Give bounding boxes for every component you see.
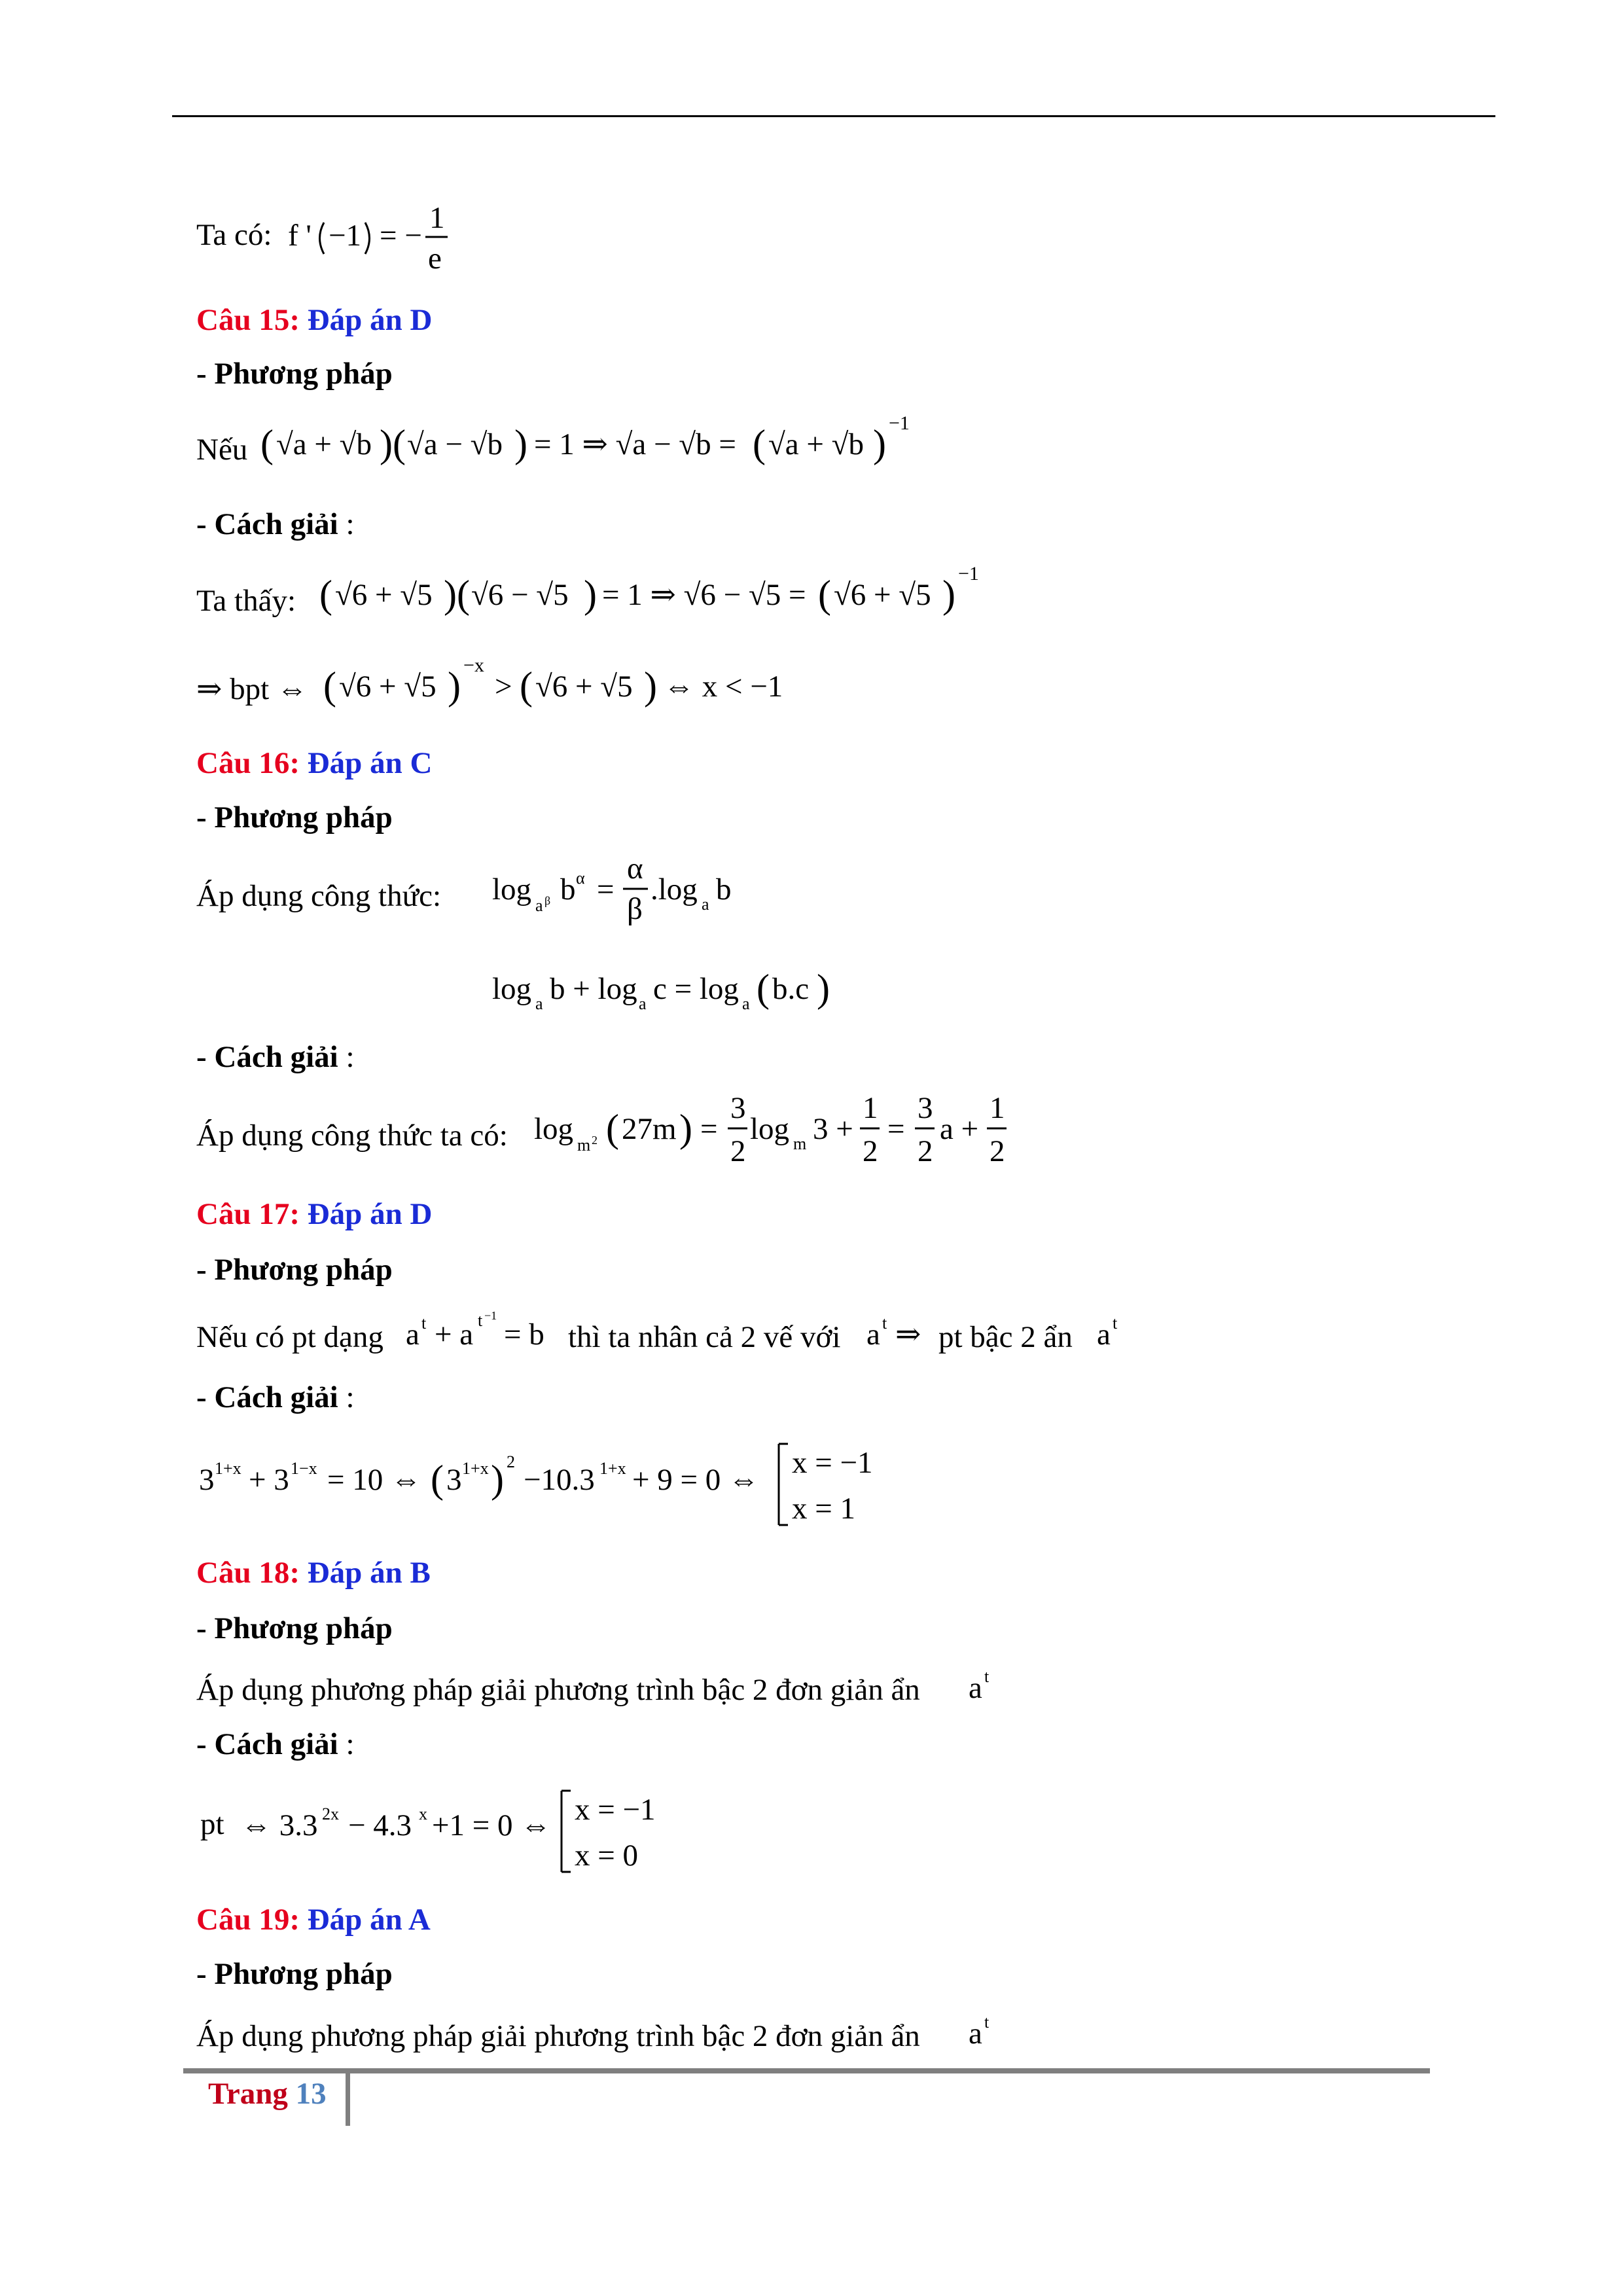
- cau15-heading: Câu 15: Đáp án D: [196, 303, 433, 337]
- svg-text:3: 3: [730, 1091, 746, 1125]
- svg-text:): ): [514, 422, 527, 465]
- svg-text:a: a: [866, 1318, 880, 1352]
- svg-text:(: (: [260, 422, 274, 465]
- cau15-solution-label: - Cách giải :: [196, 507, 355, 541]
- formula-fprime: [281, 196, 465, 281]
- svg-text:): ): [644, 664, 657, 708]
- page-number: 13: [295, 2077, 327, 2111]
- svg-text:3: 3: [199, 1463, 215, 1497]
- svg-text:√6 + √5: √6 + √5: [335, 578, 433, 612]
- formula-method-17: [406, 1302, 563, 1355]
- svg-text:1: 1: [990, 1091, 1005, 1125]
- svg-text:⇔ 3.3: ⇔ 3.3: [241, 1808, 318, 1842]
- svg-text:log: log: [492, 872, 532, 906]
- svg-text:(: (: [753, 422, 766, 465]
- svg-text:): ): [679, 1107, 692, 1150]
- svg-text:−1: −1: [484, 1309, 497, 1322]
- svg-text:log: log: [492, 972, 532, 1006]
- svg-text:(: (: [606, 1107, 619, 1150]
- formula-at-4: [969, 2001, 1001, 2054]
- svg-text:2: 2: [507, 1452, 515, 1471]
- formula-log-2: [492, 962, 846, 1021]
- svg-text:β: β: [544, 894, 551, 907]
- svg-text:)(: )(: [444, 573, 470, 616]
- formula-result-15: [323, 648, 821, 720]
- svg-text:=: =: [700, 1112, 718, 1146]
- svg-text:−1: −1: [889, 412, 910, 434]
- cau15-method-label: - Phương pháp: [196, 357, 393, 391]
- cau16-solution-text: Áp dụng công thức ta có:: [196, 1119, 508, 1153]
- svg-text:⇒: ⇒: [895, 1318, 921, 1352]
- footer-divider: [346, 2068, 350, 2126]
- svg-text:√6 − √5: √6 − √5: [471, 578, 569, 612]
- cau19-heading: Câu 19: Đáp án A: [196, 1903, 431, 1937]
- svg-text:= 1 ⇒ √a − √b =: = 1 ⇒ √a − √b =: [534, 427, 736, 461]
- svg-text:t: t: [984, 2013, 990, 2032]
- svg-text:(: (: [757, 967, 770, 1010]
- cau16-method-label: - Phương pháp: [196, 800, 393, 834]
- svg-text:2: 2: [990, 1134, 1005, 1168]
- svg-text:b: b: [560, 872, 576, 906]
- svg-text:√6 + √5: √6 + √5: [535, 670, 633, 704]
- cau17-method-text-2: thì ta nhân cả 2 vế với: [568, 1320, 841, 1354]
- svg-text:a: a: [1097, 1318, 1111, 1352]
- svg-text:f ': f ': [288, 219, 312, 253]
- svg-text:3: 3: [918, 1091, 933, 1125]
- svg-text:√a − √b: √a − √b: [407, 427, 503, 461]
- formula-solution-16: [534, 1088, 1038, 1179]
- svg-text:m: m: [793, 1134, 807, 1153]
- svg-text:=: =: [887, 1112, 905, 1146]
- svg-text:a: a: [742, 994, 750, 1013]
- svg-text:=: =: [597, 872, 615, 906]
- svg-text:1+x: 1+x: [599, 1459, 626, 1478]
- svg-text:x = −1: x = −1: [575, 1793, 656, 1827]
- svg-text:3 +: 3 +: [813, 1112, 853, 1146]
- svg-text:t: t: [984, 1667, 990, 1686]
- svg-text:(: (: [520, 664, 533, 708]
- svg-text:−10.3: −10.3: [524, 1463, 595, 1497]
- svg-text:)(: )(: [380, 422, 406, 465]
- svg-text:β: β: [627, 892, 643, 926]
- svg-text:+ 3: + 3: [249, 1463, 289, 1497]
- svg-text:√6 + √5: √6 + √5: [834, 578, 931, 612]
- intro-text: Ta có:: [196, 218, 272, 252]
- svg-text:√6 + √5: √6 + √5: [339, 670, 437, 704]
- svg-text:t: t: [478, 1311, 483, 1330]
- svg-text:t: t: [882, 1314, 887, 1333]
- svg-text:(: (: [319, 573, 332, 616]
- svg-text:⇔ x < −1: ⇔ x < −1: [664, 670, 783, 704]
- svg-text:a: a: [969, 2017, 982, 2051]
- svg-text:m: m: [577, 1136, 591, 1155]
- page-footer: [208, 2076, 327, 2111]
- svg-text:= b: = b: [504, 1318, 544, 1352]
- svg-text:2: 2: [730, 1134, 746, 1168]
- svg-text:a: a: [639, 994, 647, 1013]
- formula-method-15: [260, 406, 948, 478]
- svg-text:+1 = 0 ⇔: +1 = 0 ⇔: [432, 1808, 552, 1842]
- cau18-heading: Câu 18: Đáp án B: [196, 1556, 431, 1590]
- svg-text:b: b: [716, 872, 732, 906]
- svg-text:27m: 27m: [622, 1112, 677, 1146]
- svg-text:b + log: b + log: [550, 972, 637, 1006]
- svg-text:− 4.3: − 4.3: [348, 1808, 412, 1842]
- svg-text:2x: 2x: [322, 1804, 339, 1823]
- formula-solution-18: [241, 1780, 686, 1878]
- svg-text:): ): [448, 664, 461, 708]
- svg-text:a: a: [406, 1318, 419, 1352]
- cau17-method-label: - Phương pháp: [196, 1253, 393, 1287]
- svg-text:(: (: [323, 664, 336, 708]
- svg-text:+ a: + a: [435, 1318, 474, 1352]
- cau15-solution-text: Ta thấy:: [196, 584, 296, 618]
- svg-text:a: a: [535, 994, 543, 1013]
- svg-text:x: x: [419, 1804, 427, 1823]
- svg-text:1+x: 1+x: [462, 1459, 489, 1478]
- svg-text:2: 2: [918, 1134, 933, 1168]
- svg-text:(: (: [431, 1458, 444, 1501]
- svg-text:c = log: c = log: [653, 972, 739, 1006]
- formula-at-2: [1097, 1302, 1130, 1355]
- svg-text:1: 1: [429, 201, 445, 235]
- svg-text:log: log: [750, 1112, 790, 1146]
- svg-text:1: 1: [863, 1091, 878, 1125]
- cau18-method-label: - Phương pháp: [196, 1611, 393, 1645]
- svg-text:−1: −1: [958, 563, 979, 584]
- cau16-heading: Câu 16: Đáp án C: [196, 746, 433, 780]
- svg-text:α: α: [627, 852, 643, 886]
- svg-text:x = 0: x = 0: [575, 1839, 639, 1873]
- svg-text:2: 2: [592, 1134, 597, 1147]
- svg-text:−x: −x: [463, 655, 484, 676]
- svg-text:a: a: [969, 1671, 982, 1705]
- svg-text:): ): [942, 573, 955, 616]
- formula-at-3: [969, 1656, 1001, 1708]
- formula-at-1: [866, 1302, 938, 1355]
- svg-text:−1: −1: [329, 219, 362, 253]
- cau18-method-text: Áp dụng phương pháp giải phương trình bậc 2 đơn giản ẩn: [196, 1673, 920, 1707]
- svg-text:): ): [491, 1458, 504, 1501]
- svg-text:2: 2: [863, 1134, 878, 1168]
- svg-text:.log: .log: [651, 872, 698, 906]
- svg-text:x = −1: x = −1: [792, 1446, 873, 1480]
- svg-text:1+x: 1+x: [215, 1459, 241, 1478]
- svg-text:t: t: [1113, 1314, 1118, 1333]
- svg-text:t: t: [421, 1314, 427, 1333]
- svg-text:+ 9 = 0 ⇔: + 9 = 0 ⇔: [632, 1463, 760, 1497]
- svg-text:x = 1: x = 1: [792, 1492, 856, 1526]
- header-rule: [172, 115, 1495, 117]
- cau16-solution-label: - Cách giải :: [196, 1040, 355, 1074]
- footer-rule: [183, 2068, 1430, 2073]
- svg-text:): ): [873, 422, 886, 465]
- svg-text:= 10 ⇔: = 10 ⇔: [327, 1463, 422, 1497]
- svg-text:(: (: [818, 573, 831, 616]
- svg-text:1−x: 1−x: [291, 1459, 317, 1478]
- svg-text:a: a: [535, 896, 543, 915]
- svg-text:): ): [817, 967, 830, 1010]
- svg-text:α: α: [576, 869, 585, 888]
- svg-text:a: a: [702, 895, 709, 914]
- cau18-solution-label: - Cách giải :: [196, 1727, 355, 1761]
- cau16-method-text: Áp dụng công thức:: [196, 879, 442, 913]
- svg-text:= −: = −: [380, 219, 422, 253]
- formula-log-1: [492, 851, 767, 936]
- svg-text:b.c: b.c: [772, 972, 810, 1006]
- svg-text:log: log: [534, 1112, 574, 1146]
- svg-text:e: e: [428, 242, 442, 276]
- cau19-method-label: - Phương pháp: [196, 1957, 393, 1991]
- cau15-result-text: ⇒ bpt ⇔: [196, 672, 308, 706]
- cau17-method-text-1: Nếu có pt dạng: [196, 1320, 383, 1354]
- svg-text:3: 3: [446, 1463, 462, 1497]
- svg-text:>: >: [495, 670, 512, 704]
- svg-text:a +: a +: [940, 1112, 979, 1146]
- formula-solution-15: [319, 556, 1013, 628]
- svg-text:= 1 ⇒ √6 − √5 =: = 1 ⇒ √6 − √5 =: [602, 578, 806, 612]
- svg-text:): ): [584, 573, 597, 616]
- cau17-method-text-3: pt bậc 2 ẩn: [938, 1320, 1073, 1354]
- cau15-method-text: Nếu: [196, 433, 248, 467]
- page-label: Trang: [208, 2077, 288, 2111]
- cau17-heading: Câu 17: Đáp án D: [196, 1197, 433, 1231]
- cau19-method-text: Áp dụng phương pháp giải phương trình bậc 2 đơn giản ẩn: [196, 2019, 920, 2053]
- svg-text:√a + √b: √a + √b: [768, 427, 864, 461]
- formula-solution-17: [196, 1433, 903, 1532]
- svg-text:√a + √b: √a + √b: [276, 427, 372, 461]
- cau17-solution-label: - Cách giải :: [196, 1380, 355, 1414]
- cau18-solution-text: pt: [200, 1807, 224, 1841]
